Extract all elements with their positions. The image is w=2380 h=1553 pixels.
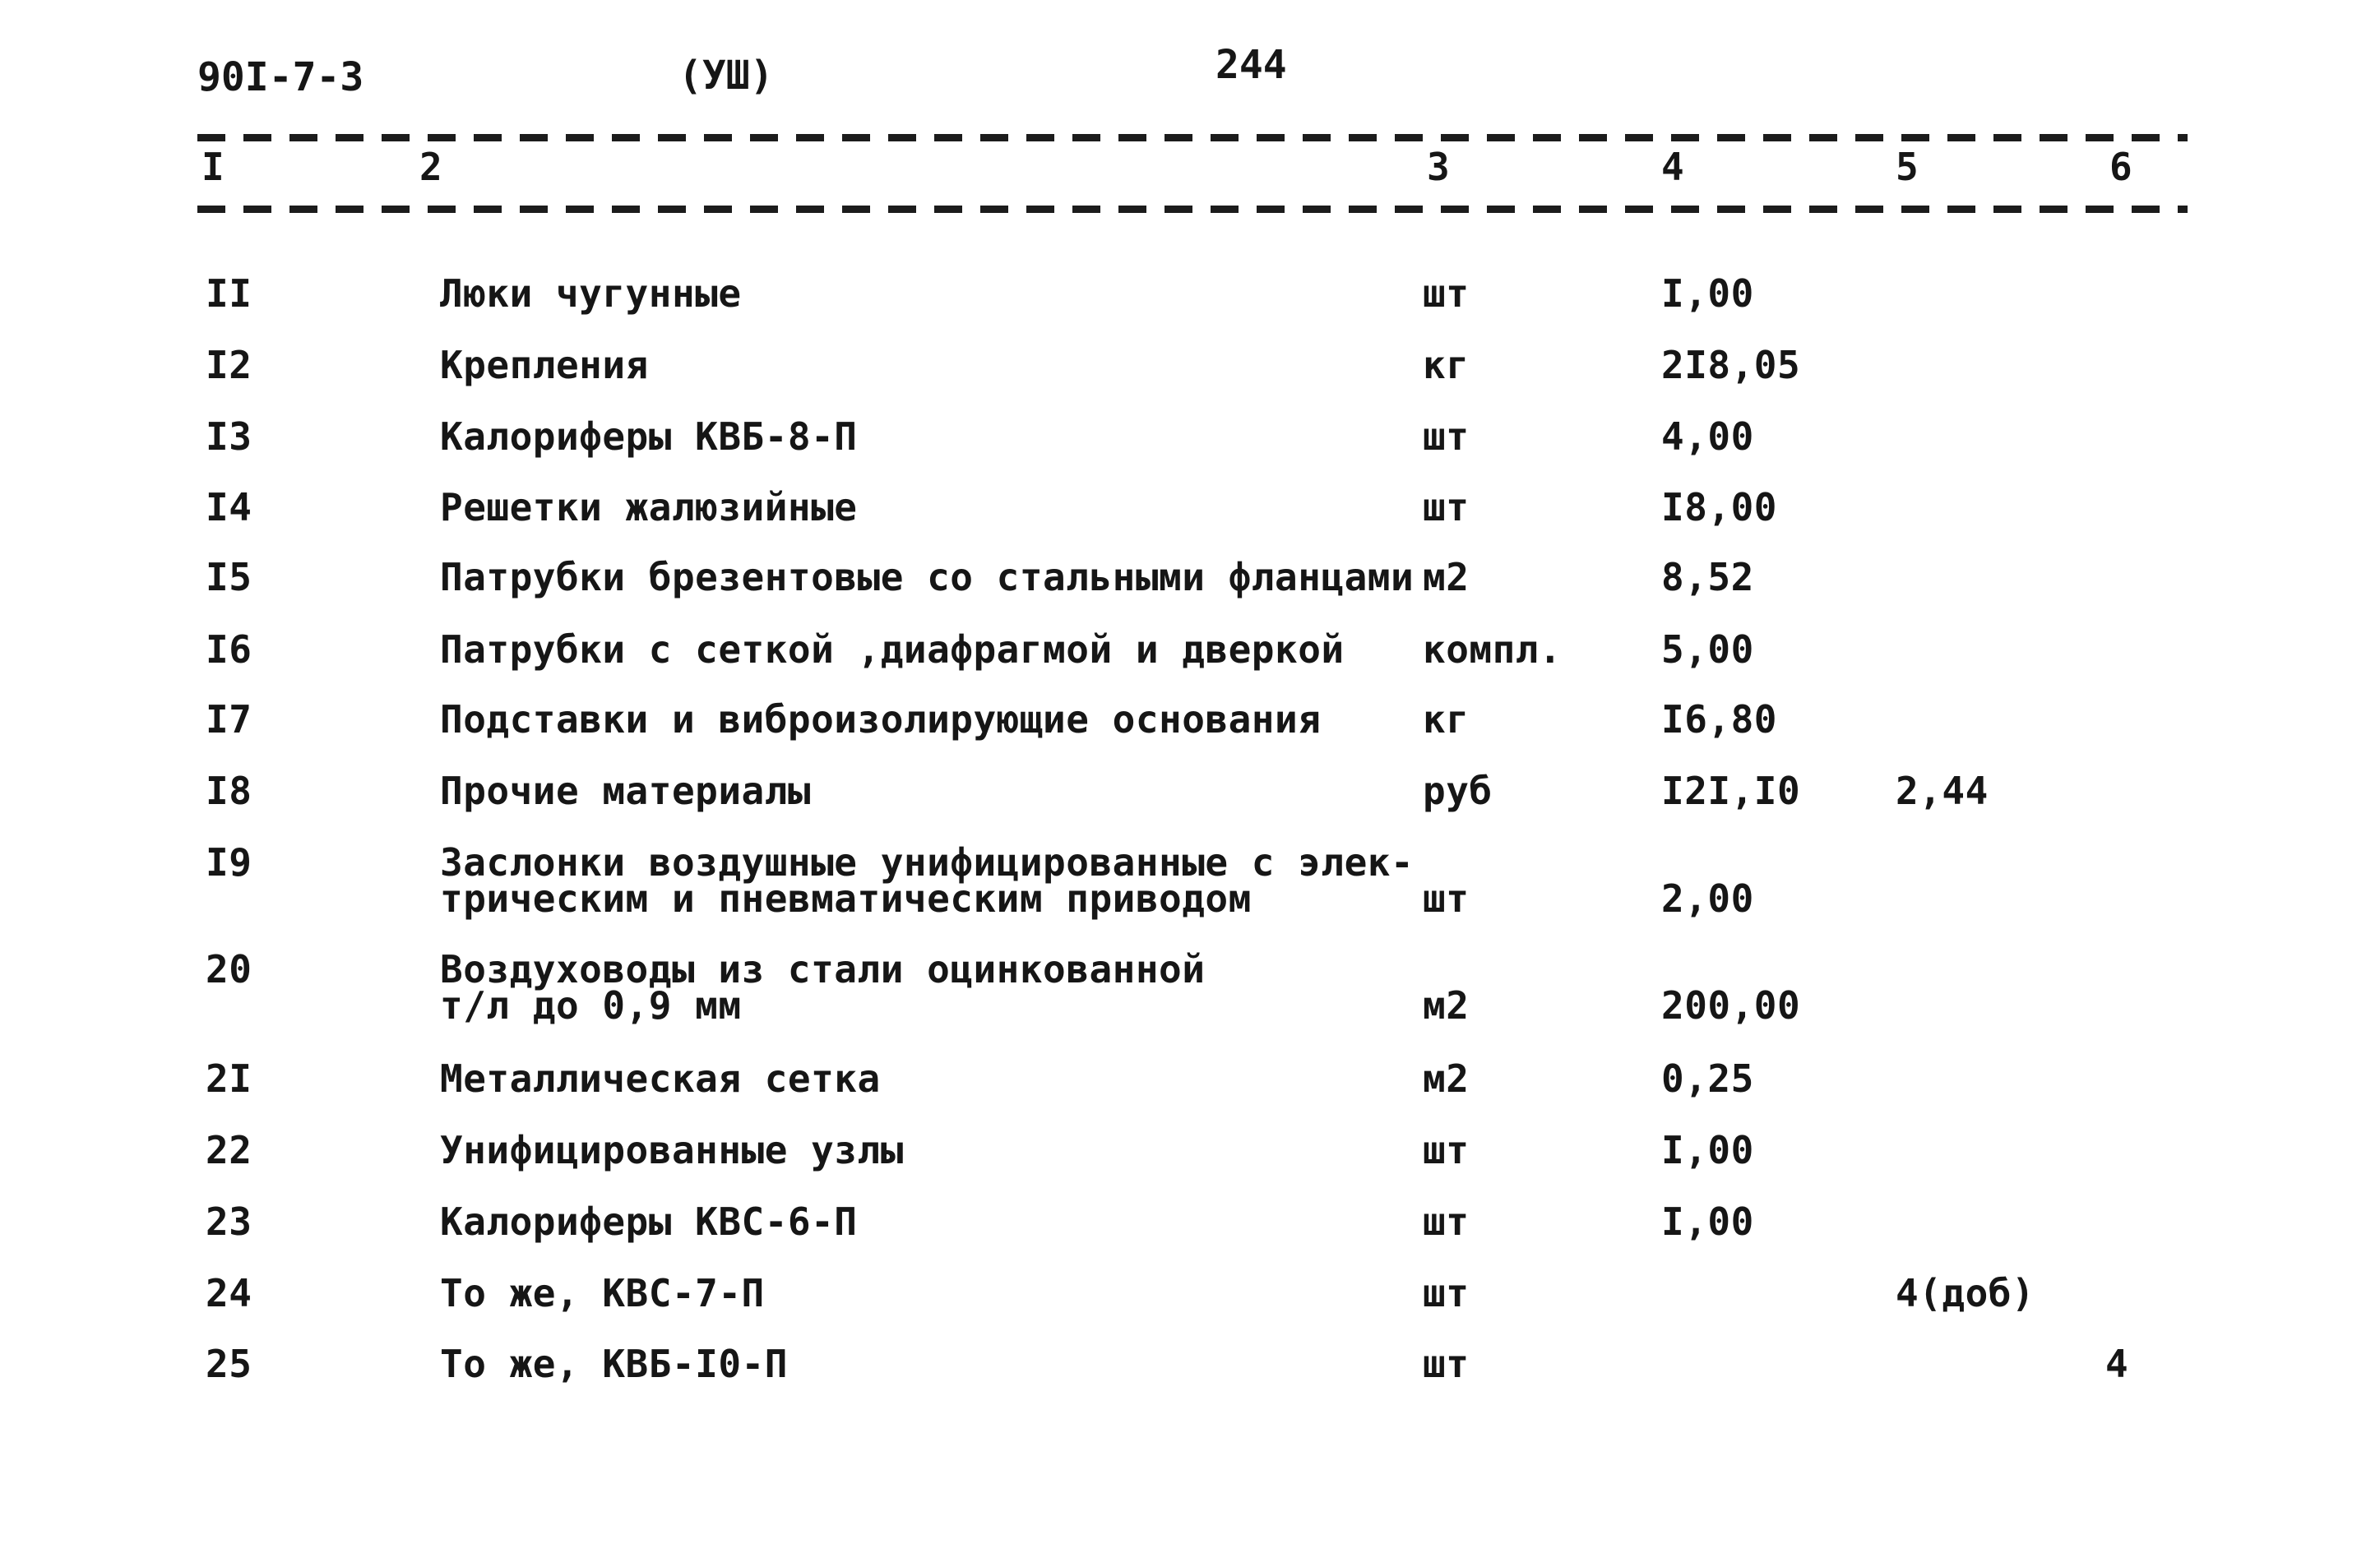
item-quantity: 8,52 <box>1661 555 1754 599</box>
item-unit: м2 <box>1423 1056 1470 1101</box>
section-label: (УШ) <box>678 53 774 99</box>
item-name: То же, КВС-7-П <box>440 1271 765 1315</box>
row-number: I7 <box>206 697 252 742</box>
item-quantity: I6,80 <box>1661 697 1777 742</box>
item-quantity: I,00 <box>1661 1128 1754 1172</box>
item-unit: шт <box>1423 271 1470 316</box>
item-name: Воздуховоды из стали оцинкованной т/л до 0,9 мм <box>440 947 1206 1028</box>
row-number: 2I <box>206 1056 252 1101</box>
item-unit: шт <box>1423 1199 1470 1244</box>
row-number: I3 <box>206 414 252 459</box>
item-quantity: 2I8,05 <box>1661 343 1801 387</box>
item-quantity: 5,00 <box>1661 627 1754 672</box>
top-dashed-rule <box>197 134 2188 141</box>
item-name: Решетки жалюзийные <box>440 485 858 529</box>
item-name: Металлическая сетка <box>440 1056 881 1101</box>
row-number: I6 <box>206 627 252 672</box>
item-name: Калориферы КВС-6-П <box>440 1199 858 1244</box>
item-col6: 4 <box>2105 1342 2129 1386</box>
item-unit: шт <box>1423 1128 1470 1172</box>
item-name: Заслонки воздушные унифицированные с элек- трическим и пневматическим приводом <box>440 840 1415 921</box>
item-name: То же, КВБ-I0-П <box>440 1342 788 1386</box>
item-unit: шт <box>1423 414 1470 459</box>
column-header-3: 3 <box>1427 145 1450 189</box>
item-unit: шт <box>1423 876 1470 921</box>
item-quantity: 2,00 <box>1661 876 1754 921</box>
item-name: Подставки и виброизолирующие основания <box>440 697 1322 742</box>
item-name: Крепления <box>440 343 649 387</box>
item-quantity: 200,00 <box>1661 983 1801 1028</box>
doc-code: 90I-7-3 <box>197 54 364 100</box>
row-number: 20 <box>206 947 252 991</box>
column-header-1: I <box>201 145 225 189</box>
item-col5: 4(доб) <box>1896 1271 2035 1315</box>
item-quantity: I2I,I0 <box>1661 769 1801 813</box>
row-number: 25 <box>206 1342 252 1386</box>
row-number: I4 <box>206 485 252 529</box>
item-name: Прочие материалы <box>440 769 812 813</box>
header-dashed-rule <box>197 206 2188 213</box>
item-name: Унифицированные узлы <box>440 1128 904 1172</box>
row-number: 22 <box>206 1128 252 1172</box>
column-header-2: 2 <box>419 145 442 189</box>
item-unit: кг <box>1423 343 1470 387</box>
item-name: Люки чугунные <box>440 271 742 316</box>
row-number: I8 <box>206 769 252 813</box>
column-header-5: 5 <box>1896 145 1919 189</box>
item-unit: кг <box>1423 697 1470 742</box>
item-unit: шт <box>1423 1271 1470 1315</box>
item-quantity: 0,25 <box>1661 1056 1754 1101</box>
row-number: 24 <box>206 1271 252 1315</box>
column-header-4: 4 <box>1661 145 1684 189</box>
item-quantity: 4,00 <box>1661 414 1754 459</box>
row-number: 23 <box>206 1199 252 1244</box>
item-name: Патрубки с сеткой ,диафрагмой и дверкой <box>440 627 1345 672</box>
item-unit: компл. <box>1423 627 1563 672</box>
row-number: II <box>206 271 252 316</box>
page-number: 244 <box>1215 42 1287 88</box>
item-unit: шт <box>1423 1342 1470 1386</box>
item-unit: руб <box>1423 769 1493 813</box>
item-col5: 2,44 <box>1896 769 1989 813</box>
item-quantity: I,00 <box>1661 1199 1754 1244</box>
item-quantity: I,00 <box>1661 271 1754 316</box>
item-name: Патрубки брезентовые со стальными фланцами <box>440 555 1415 599</box>
item-unit: шт <box>1423 485 1470 529</box>
row-number: I9 <box>206 840 252 885</box>
item-unit: м2 <box>1423 555 1470 599</box>
item-quantity: I8,00 <box>1661 485 1777 529</box>
column-header-6: 6 <box>2109 145 2132 189</box>
row-number: I5 <box>206 555 252 599</box>
item-unit: м2 <box>1423 983 1470 1028</box>
row-number: I2 <box>206 343 252 387</box>
item-name: Калориферы КВБ-8-П <box>440 414 858 459</box>
